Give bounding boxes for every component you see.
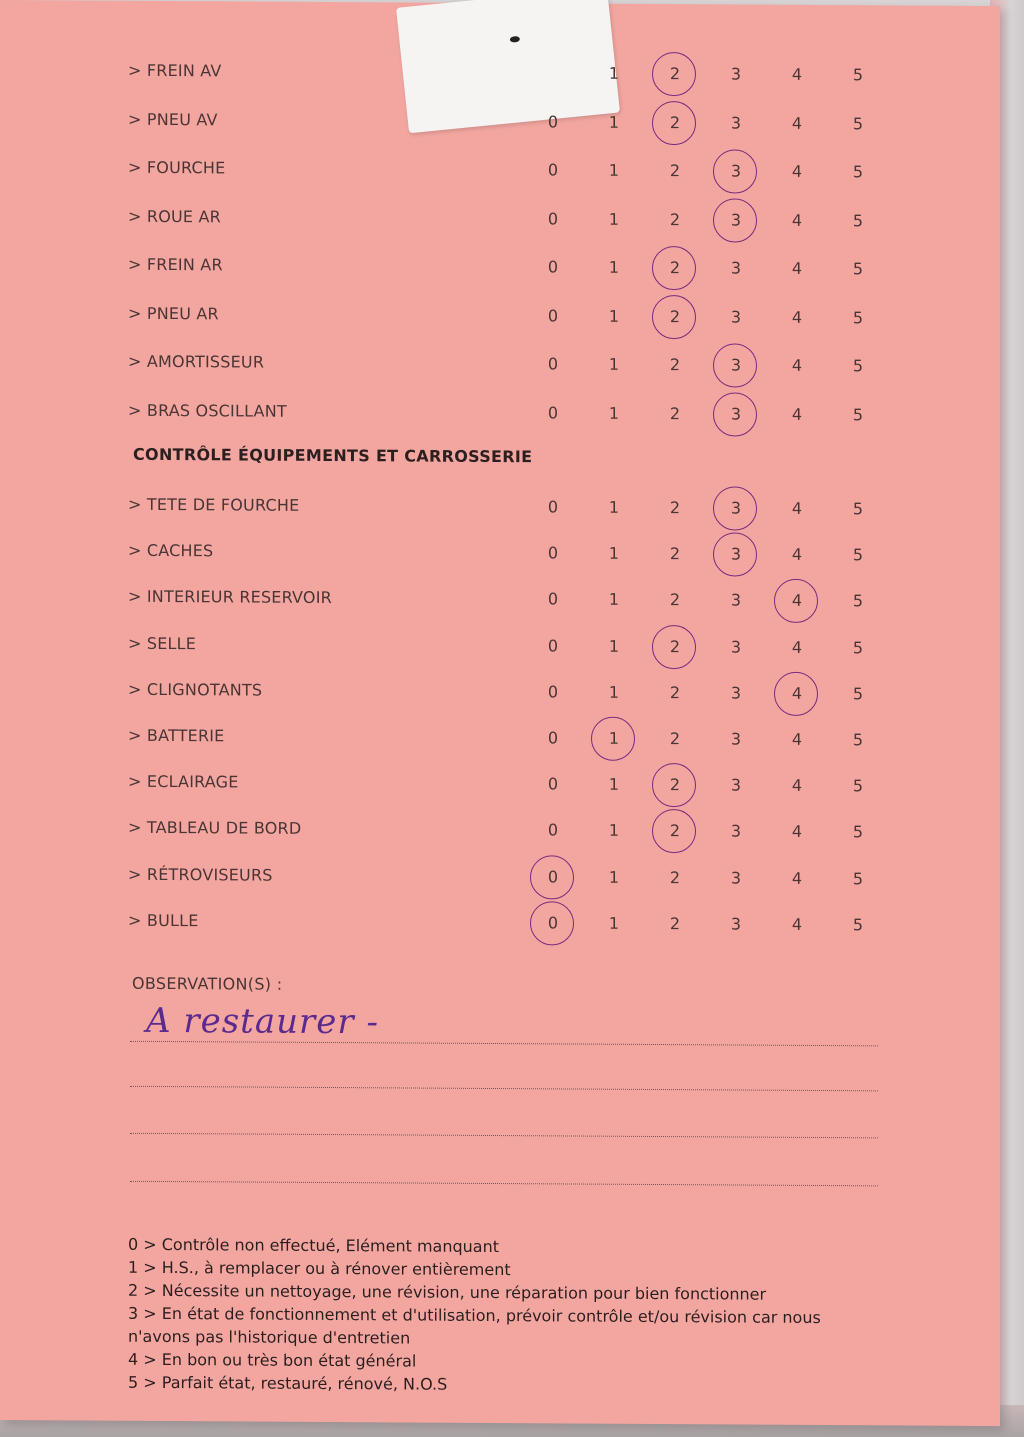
score-selected: 3 xyxy=(721,545,751,564)
score-option: 1 xyxy=(608,497,620,517)
observation-line xyxy=(130,1181,878,1187)
score-option: 4 xyxy=(791,355,803,375)
inspection-item-label: > CACHES xyxy=(128,540,214,561)
score-option: 5 xyxy=(852,591,864,611)
score-option: 3 xyxy=(730,775,742,795)
inspection-item-label: > BATTERIE xyxy=(128,725,225,746)
score-option: 3 xyxy=(730,637,742,657)
score-selected: 4 xyxy=(782,591,812,610)
legend-line: 0 > Contrôle non effectué, Elément manquant xyxy=(128,1234,499,1257)
score-selected: 4 xyxy=(782,684,812,703)
score-option: 1 xyxy=(608,867,620,887)
score-selected: 2 xyxy=(660,821,690,840)
score-option: 0 xyxy=(547,111,559,131)
score-option: 1 xyxy=(608,543,620,563)
score-option: 1 xyxy=(608,306,620,326)
score-option: 1 xyxy=(608,682,620,702)
inspection-row xyxy=(0,488,1000,524)
inspection-row xyxy=(0,151,1000,187)
score-option: 3 xyxy=(730,868,742,888)
score-option: 0 xyxy=(547,354,559,374)
score-option: 1 xyxy=(608,257,620,277)
score-option: 1 xyxy=(608,913,620,933)
score-option: 0 xyxy=(547,257,559,277)
inspection-row xyxy=(0,858,1000,894)
observations-title: OBSERVATION(S) : xyxy=(132,973,283,994)
score-option: 5 xyxy=(852,356,864,376)
inspection-item-label: > RÉTROVISEURS xyxy=(128,864,273,885)
inspection-row xyxy=(0,719,1000,755)
score-option: 5 xyxy=(852,637,864,657)
score-option: 5 xyxy=(852,210,864,230)
score-option: 0 xyxy=(547,208,559,228)
score-selected: 3 xyxy=(721,161,751,180)
score-option: 4 xyxy=(791,113,803,133)
score-option: 0 xyxy=(547,160,559,180)
score-option: 5 xyxy=(852,684,864,704)
score-selected: 2 xyxy=(660,258,690,277)
score-option: 4 xyxy=(791,64,803,84)
ink-dot xyxy=(510,36,521,43)
score-option: 5 xyxy=(852,307,864,327)
score-option: 1 xyxy=(608,590,620,610)
score-option: 3 xyxy=(730,729,742,749)
observation-line xyxy=(130,1133,878,1139)
score-option: 0 xyxy=(547,305,559,325)
score-option: 4 xyxy=(791,545,803,565)
inspection-row xyxy=(0,103,1000,139)
observations-handwritten-note: A restaurer - xyxy=(146,1000,379,1043)
score-option: 3 xyxy=(730,306,742,327)
score-option: 1 xyxy=(608,774,620,794)
inspection-item-label: > PNEU AV xyxy=(128,109,218,129)
legend-line: 4 > En bon ou très bon état général xyxy=(128,1349,417,1371)
inspection-row xyxy=(0,765,1000,801)
legend-line: 1 > H.S., à remplacer ou à rénover entièrement xyxy=(128,1257,511,1280)
score-option: 0 xyxy=(547,635,559,656)
score-option: 1 xyxy=(608,403,620,423)
score-option: 4 xyxy=(791,729,803,749)
score-option: 0 xyxy=(547,682,559,702)
score-option: 5 xyxy=(852,868,864,888)
score-option: 4 xyxy=(791,210,803,230)
score-option: 3 xyxy=(730,914,742,934)
score-option: 0 xyxy=(547,589,559,609)
score-option: 0 xyxy=(547,820,559,840)
score-option: 4 xyxy=(791,498,803,518)
inspection-row xyxy=(0,54,1000,90)
score-option: 5 xyxy=(852,113,864,133)
score-option: 2 xyxy=(669,403,681,423)
score-option: 1 xyxy=(608,112,620,132)
score-option: 5 xyxy=(852,915,864,935)
inspection-row xyxy=(0,394,1000,430)
score-option: 2 xyxy=(669,544,681,564)
score-option: 0 xyxy=(547,402,559,422)
score-option: 0 xyxy=(547,497,559,517)
score-selected: 2 xyxy=(660,307,690,326)
inspection-item-label: > BRAS OSCILLANT xyxy=(128,400,287,421)
inspection-row xyxy=(0,345,1000,381)
score-option: 3 xyxy=(730,821,742,841)
score-selected: 3 xyxy=(721,210,751,229)
inspection-item-label: > BULLE xyxy=(128,910,199,931)
inspection-item-label: > ECLAIRAGE xyxy=(128,771,239,792)
score-option: 1 xyxy=(608,209,620,229)
score-option: 1 xyxy=(608,821,620,841)
score-option: 4 xyxy=(791,914,803,934)
inspection-row xyxy=(0,627,1000,663)
score-selected: 3 xyxy=(721,498,751,517)
inspection-item-label: > ROUE AR xyxy=(128,206,221,226)
inspection-row xyxy=(0,904,1000,940)
inspection-item-label: > SELLE xyxy=(128,633,197,653)
legend-line: 3 > En état de fonctionnement et d'utilisation, prévoir contrôle et/ou révision car nous xyxy=(128,1303,821,1328)
score-option: 3 xyxy=(730,64,742,84)
score-option: 5 xyxy=(852,65,864,85)
score-option: 2 xyxy=(669,161,681,181)
score-option: 5 xyxy=(852,730,864,750)
score-option: 2 xyxy=(669,355,681,375)
score-option: 1 xyxy=(608,160,620,180)
score-selected: 2 xyxy=(660,113,690,132)
legend-line: n'avons pas l'historique d'entretien xyxy=(128,1326,411,1348)
score-option: 5 xyxy=(852,776,864,796)
inspection-row xyxy=(0,811,1000,847)
score-selected: 0 xyxy=(538,867,568,886)
score-option: 5 xyxy=(852,259,864,279)
inspection-item-label: > FOURCHE xyxy=(128,157,226,178)
score-option: 4 xyxy=(791,404,803,424)
score-option: 0 xyxy=(547,774,559,794)
legend-line: 2 > Nécessite un nettoyage, une révision, une réparation pour bien fonctionner xyxy=(128,1280,767,1304)
score-option: 5 xyxy=(852,499,864,519)
section-title-equipment: CONTRÔLE ÉQUIPEMENTS ET CARROSSERIE xyxy=(133,444,533,467)
rating-legend xyxy=(128,1233,888,1399)
score-option: 2 xyxy=(669,867,681,887)
score-option: 4 xyxy=(791,822,803,842)
inspection-item-label: > TETE DE FOURCHE xyxy=(128,494,300,515)
score-option: 2 xyxy=(669,590,681,610)
score-option: 3 xyxy=(730,258,742,278)
inspection-item-label: > TABLEAU DE BORD xyxy=(128,818,302,839)
inspection-row xyxy=(0,580,1000,616)
inspection-row xyxy=(0,534,1000,570)
inspection-item-label: > AMORTISSEUR xyxy=(128,351,265,372)
score-selected: 2 xyxy=(660,637,690,656)
score-option: 1 xyxy=(608,354,620,374)
inspection-row xyxy=(0,200,1000,236)
score-option: 2 xyxy=(669,498,681,518)
score-selected: 3 xyxy=(721,355,751,374)
score-selected: 3 xyxy=(721,404,751,423)
observation-line xyxy=(130,1086,878,1092)
score-option: 5 xyxy=(852,162,864,182)
score-option: 2 xyxy=(669,913,681,933)
score-option: 2 xyxy=(669,729,681,749)
inspection-item-label: > INTERIEUR RESERVOIR xyxy=(128,587,332,608)
inspection-row xyxy=(0,297,1000,333)
score-option: 4 xyxy=(791,637,803,657)
score-selected: 2 xyxy=(660,775,690,794)
score-selected: 1 xyxy=(599,729,629,748)
inspection-item-label: > FREIN AV xyxy=(128,60,222,81)
score-option: 3 xyxy=(730,590,742,610)
score-option: 1 xyxy=(608,636,620,656)
inspection-row xyxy=(0,673,1000,709)
score-option: 4 xyxy=(791,776,803,796)
inspection-item-label: > PNEU AR xyxy=(128,303,219,323)
score-option: 4 xyxy=(791,161,803,181)
score-selected: 0 xyxy=(538,913,568,932)
score-option: 5 xyxy=(852,822,864,842)
score-option: 2 xyxy=(669,682,681,702)
inspection-row xyxy=(0,248,1000,284)
inspection-item-label: > FREIN AR xyxy=(128,254,223,275)
score-option: 4 xyxy=(791,868,803,888)
score-option: 2 xyxy=(669,209,681,229)
legend-line: 5 > Parfait état, restauré, rénové, N.O.S xyxy=(128,1372,448,1394)
score-selected: 2 xyxy=(660,64,690,83)
score-option: 4 xyxy=(791,307,803,327)
score-option: 0 xyxy=(547,543,559,563)
score-option: 1 xyxy=(608,63,620,83)
observation-line xyxy=(130,1041,878,1047)
score-option: 5 xyxy=(852,545,864,565)
score-option: 5 xyxy=(852,404,864,424)
score-option: 0 xyxy=(547,728,559,748)
score-option: 4 xyxy=(791,258,803,278)
score-option: 3 xyxy=(730,112,742,133)
score-option: 3 xyxy=(730,683,742,703)
inspection-item-label: > CLIGNOTANTS xyxy=(128,679,263,700)
